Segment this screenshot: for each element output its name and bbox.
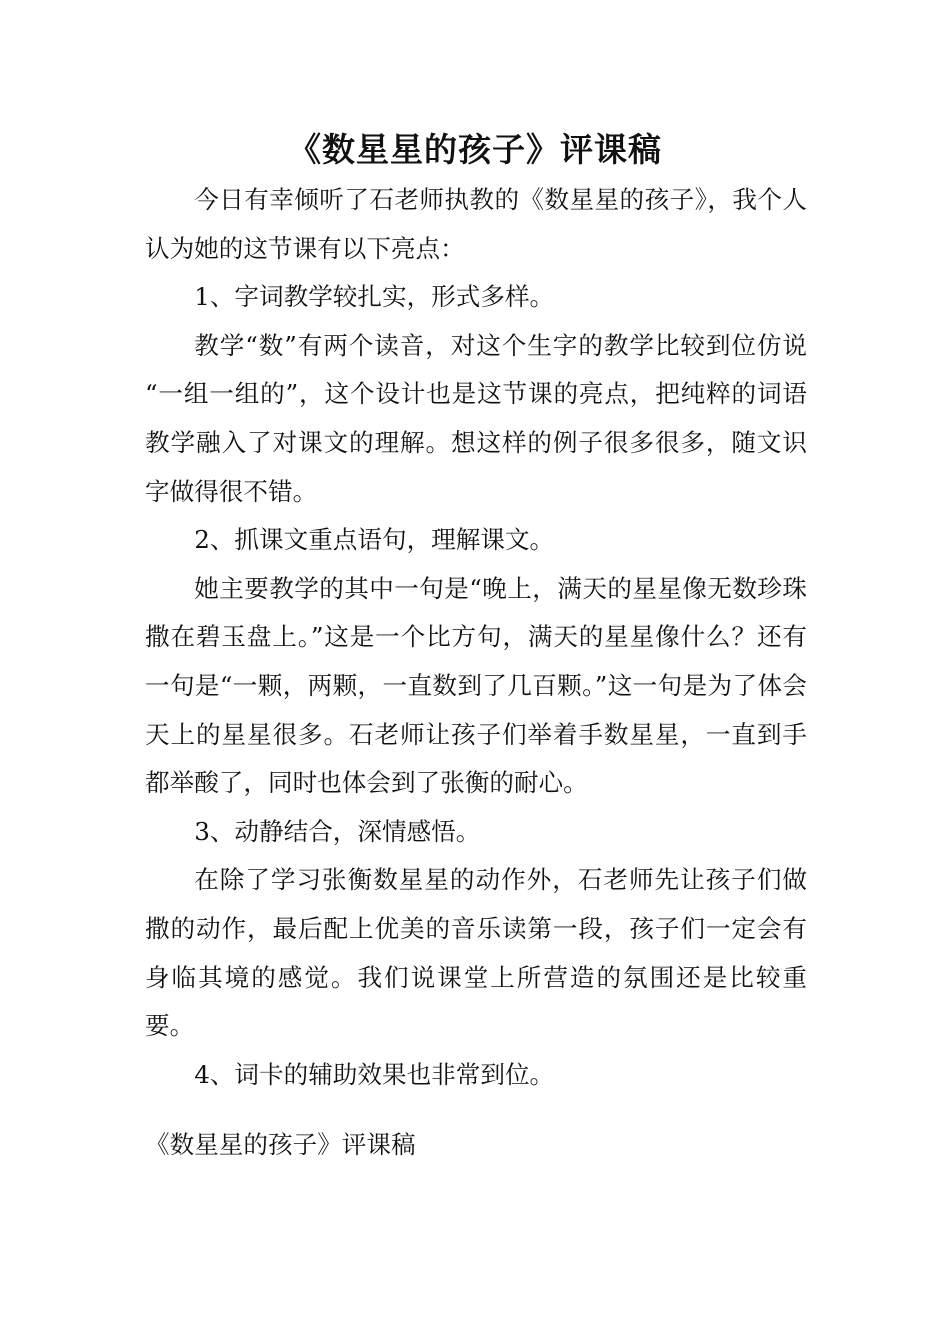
heading-point-4: 4、词卡的辅助效果也非常到位。 [194, 1059, 555, 1089]
document-footer: 《数星星的孩子》评课稿 [145, 1130, 416, 1159]
paragraph-intro: 今日有幸倾听了石老师执教的《数星星的孩子》，我个人认为她的这节课有以下亮点： [145, 185, 807, 263]
document-title: 《数星星的孩子》评课稿 [288, 130, 662, 169]
heading-point-2: 2、抓课文重点语句，理解课文。 [194, 525, 555, 555]
paragraph-point-3: 在除了学习张衡数星星的动作外，石老师先让孩子们做撒的动作，最后配上优美的音乐读第一段，孩子们一定会有身临其境的感觉。我们说课堂上所营造的氛围还是比较重要。 [145, 865, 807, 1041]
document-body [145, 176, 807, 1099]
heading-point-3: 3、动静结合，深情感悟。 [194, 816, 481, 846]
paragraph-point-2: 她主要教学的其中一句是“晚上，满天的星星像无数珍珠撒在碧玉盘上。”这是一个比方句，满天的星星像什么？还有一句是“一颗，两颗，一直数到了几百颗。”这一句是为了体会天上的星星很多。石老师让孩子们举着手数星星，一直到手都举酸了，同时也体会到了张衡的耐心。 [145, 573, 807, 798]
heading-point-1: 1、字词教学较扎实，形式多样。 [194, 282, 555, 312]
paragraph-point-1: 教学“数”有两个读音，对这个生字的教学比较到位仿说 “一组一组的”，这个设计也是这节课的亮点，把纯粹的词语教学融入了对课文的理解。想这样的例子很多很多，随文识字做得很不错。 [145, 330, 807, 506]
